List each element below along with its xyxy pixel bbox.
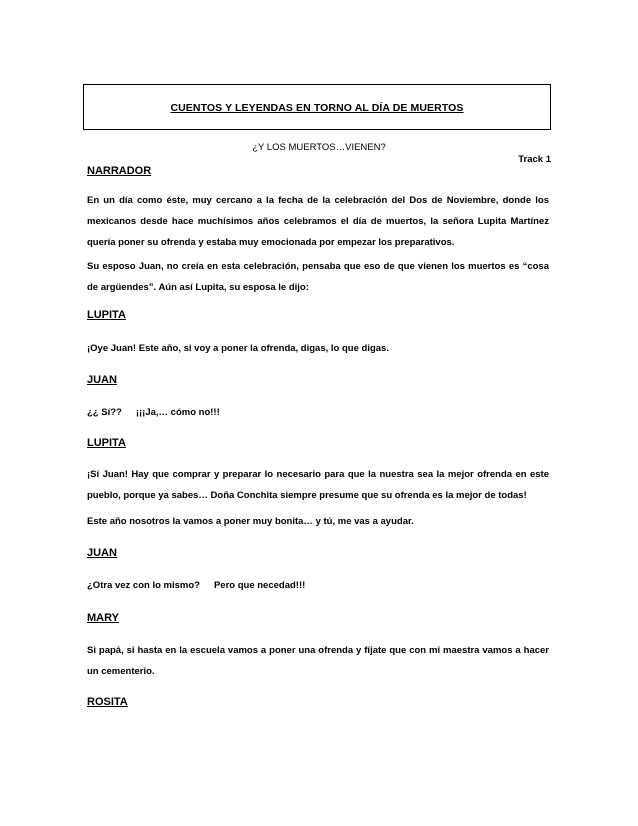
speaker-name: LUPITA [87,437,126,449]
speaker-name: LUPITA [87,309,126,321]
dialogue-line-part: ¿¿ Sí?? [87,407,122,418]
dialogue-line [87,402,549,423]
document-title: CUENTOS Y LEYENDAS EN TORNO AL DÍA DE MUERTOS [170,102,464,114]
dialogue-paragraph: ¡Oye Juan! Este año, si voy a poner la ofrenda, digas, lo que digas. [87,343,389,354]
track-label: Track 1 [518,154,551,165]
dialogue-paragraph: Este año nosotros la vamos a poner muy bonita… y tú, me vas a ayudar. [87,516,414,527]
dialogue-paragraph: Su esposo Juan, no creía en esta celebración, pensaba que eso de que vienen los muertos es “cosa de argüendes”. Aún así Lupita, su esposa le dijo: [87,261,549,293]
dialogue-line-part: ¡¡¡Ja,… cómo no!!! [135,407,220,418]
speaker-block-lupita [87,437,549,449]
dialogue-line-part: ¿Otra vez con lo mismo? [87,580,200,591]
dialogue-paragraph: En un día como éste, muy cercano a la fecha de la celebración del Dos de Noviembre, donde los mexicanos desde hace muchísimos años celebramos el día de muertos, la señora Lupita Martínez quería poner su ofrenda y estaba muy emocionada por empezar los preparativos. [87,195,549,248]
speaker-block-lupita [87,309,549,321]
speaker-name: NARRADOR [87,165,152,177]
dialogue-line-part: Pero que necedad!!! [213,580,306,591]
speaker-block-mary [87,612,549,624]
speaker-name: JUAN [87,374,117,386]
speaker-block-narrador [87,165,549,177]
speaker-name: MARY [87,612,119,624]
dialogue-paragraph: Si papá, si hasta en la escuela vamos a poner una ofrenda y fíjate que con mi maestra vamos a hacer un cementerio. [87,645,549,677]
speaker-name: ROSITA [87,696,128,708]
document-subtitle: ¿Y LOS MUERTOS…VIENEN? [252,142,386,153]
speaker-name: JUAN [87,547,117,559]
title-box [83,84,551,130]
dialogue-paragraph: ¡Sí Juan! Hay que comprar y preparar lo necesario para que la nuestra sea la mejor ofrenda en este pueblo, porque ya sabes… Doña Conchita siempre presume que su ofrenda es la mejor de todas! [87,469,549,501]
speaker-block-juan [87,374,549,386]
speaker-block-juan [87,547,549,559]
dialogue-line [87,575,549,596]
speaker-block-rosita [87,696,549,708]
